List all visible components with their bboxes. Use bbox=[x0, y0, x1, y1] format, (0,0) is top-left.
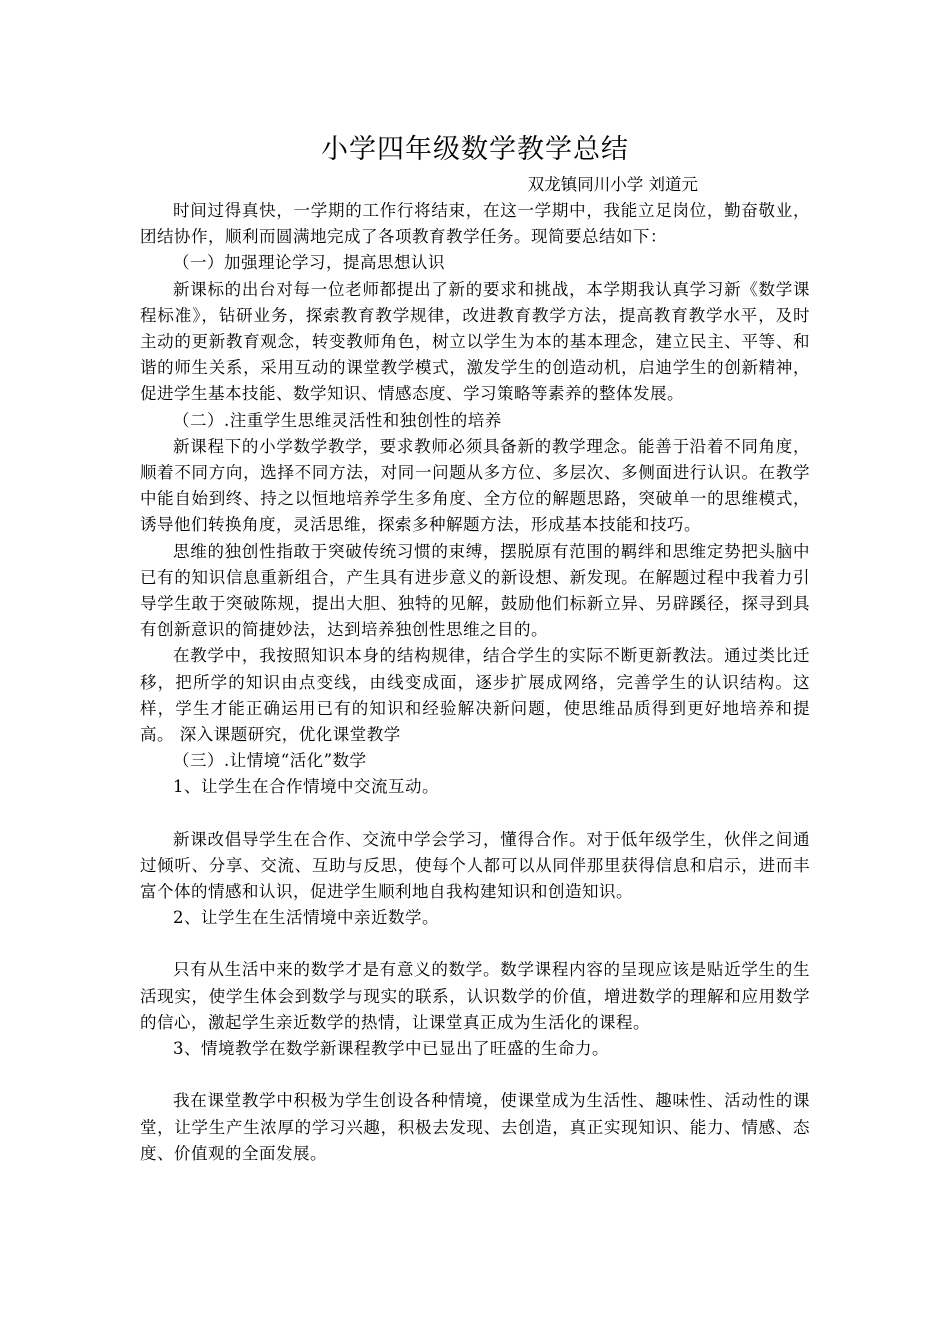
section-3-heading: （三）.让情境“活化”数学 bbox=[173, 751, 367, 771]
blank-line bbox=[140, 801, 810, 827]
section-1-paragraph: 新课标的出台对每一位老师都提出了新的要求和挑战，本学期我认真学习新《数学课程标准》，钻研业务，探索教育教学规律，改进教育教学方法，提高教育教学水平，及时主动的更新教育观念，转变教师角色，树立以学生为本的基本理念，建立民主、平等、和谐的师生关系，采用互动的课堂教学模式，激发学生的创造动机，启迪学生的创新精神，促进学生基本技能、数学知识、情感态度、学习策略等素养的整体发展。 bbox=[140, 279, 810, 404]
section-3-subheading-2: 2、让学生在生活情境中亲近数学。 bbox=[173, 908, 439, 928]
section-1-heading: （一）加强理论学习，提高思想认识 bbox=[173, 253, 445, 273]
section-2-heading: （二）.注重学生思维灵活性和独创性的培养 bbox=[173, 410, 502, 430]
author-line: 双龙镇同川小学 刘道元 bbox=[527, 175, 698, 194]
blank-line bbox=[140, 1062, 810, 1088]
document-page bbox=[140, 128, 810, 1167]
section-2-paragraph-2: 思维的独创性指敢于突破传统习惯的束缚，摆脱原有范围的羁绊和思维定势把头脑中已有的知识信息重新组合，产生具有进步意义的新设想、新发现。在解题过程中我着力引导学生敢于突破陈规，提出大胆、独特的见解，鼓励他们标新立异、另辟蹊径，探寻到具有创新意识的简捷妙法，达到培养独创性思维之目的。 bbox=[140, 541, 810, 640]
section-3-paragraph-2: 只有从生活中来的数学才是有意义的数学。数学课程内容的呈现应该是贴近学生的生活现实，使学生体会到数学与现实的联系，认识数学的价值，增进数学的理解和应用数学的信心，激起学生亲近数学的热情，让课堂真正成为生活化的课程。 bbox=[140, 960, 810, 1032]
section-3-paragraph-1: 新课改倡导学生在合作、交流中学会学习，懂得合作。对于低年级学生，伙伴之间通过倾听、分享、交流、互助与反思，使每个人都可以从同伴那里获得信息和启示，进而丰富个体的情感和认识，促进学生顺利地自我构建知识和创造知识。 bbox=[140, 829, 810, 902]
section-3-paragraph-3: 我在课堂教学中积极为学生创设各种情境，使课堂成为生活性、趣味性、活动性的课堂，让学生产生浓厚的学习兴趣，积极去发现、去创造，真正实现知识、能力、情感、态度、价值观的全面发展。 bbox=[140, 1091, 810, 1163]
document-title: 小学四年级数学教学总结 bbox=[321, 134, 629, 165]
section-2-paragraph-1: 新课程下的小学数学教学，要求教师必须具备新的教学理念。能善于沿着不同角度，顺着不同方向，选择不同方法，对同一问题从多方位、多层次、多侧面进行认识。在教学中能自始到终、持之以恒地培养学生多角度、全方位的解题思路，突破单一的思维模式，诱导他们转换角度，灵活思维，探索多种解题方法，形成基本技能和技巧。 bbox=[140, 436, 810, 535]
blank-line bbox=[140, 931, 810, 957]
section-3-subheading-1: 1、让学生在合作情境中交流互动。 bbox=[173, 777, 439, 797]
section-3-subheading-3: 3、情境教学在数学新课程教学中已显出了旺盛的生命力。 bbox=[173, 1039, 609, 1059]
section-2-paragraph-3: 在教学中，我按照知识本身的结构规律，结合学生的实际不断更新教法。通过类比迁移，把所学的知识由点变线，由线变成面，逐步扩展成网络，完善学生的认识结构。这样，学生才能正确运用已有的知识和经验解决新问题，使思维品质得到更好地培养和提高。 深入课题研究，优化课堂教学 bbox=[140, 646, 810, 745]
intro-paragraph: 时间过得真快，一学期的工作行将结束，在这一学期中，我能立足岗位，勤奋敬业，团结协作，顺利而圆满地完成了各项教育教学任务。现简要总结如下： bbox=[140, 201, 810, 247]
